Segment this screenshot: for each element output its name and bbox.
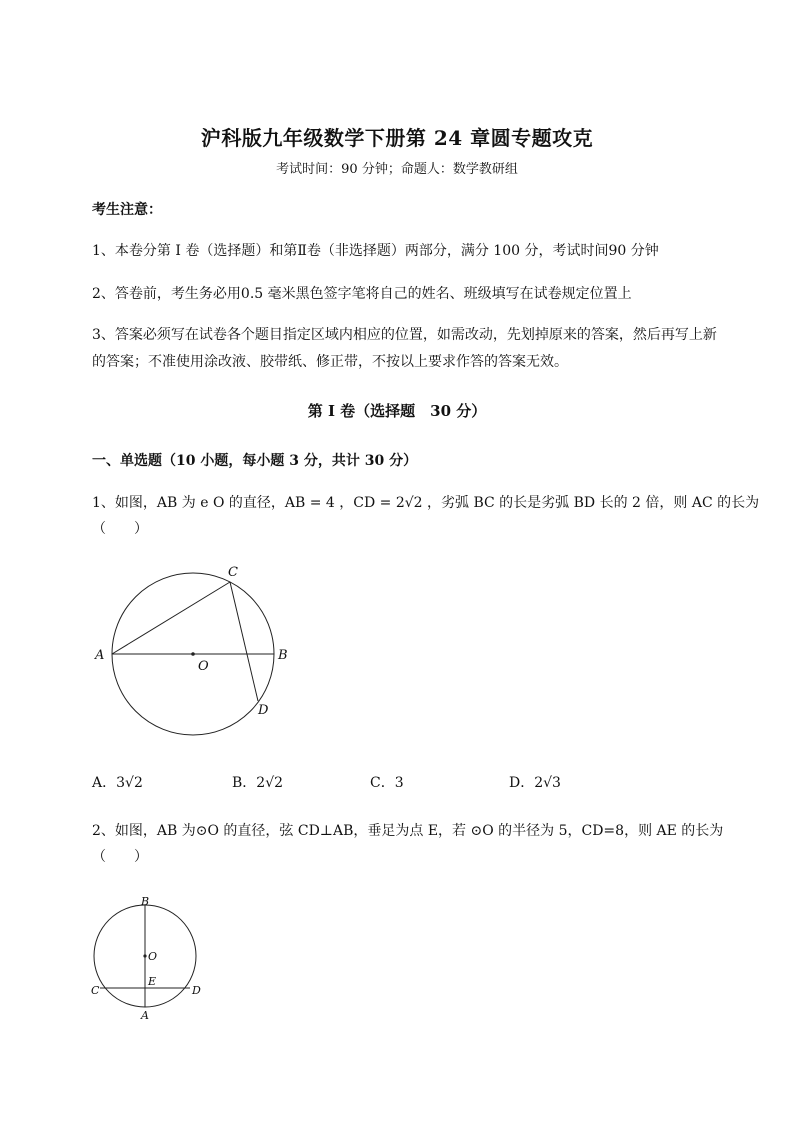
exam-info: 考试时间：90 分钟；命题人：数学教研组 [276, 162, 518, 177]
label-a: A [95, 648, 105, 663]
notice-item-2: 2、答卷前，考生务必用0.5 毫米黑色签字笔将自己的姓名、班级填写在试卷规定位置上 [92, 286, 632, 302]
label-b: B [278, 648, 288, 663]
chord-ac [112, 582, 230, 654]
question-2-figure [86, 893, 206, 1023]
label-a: A [141, 1009, 149, 1022]
label-c: C [91, 984, 100, 997]
option-d: D．2√3 [509, 775, 561, 791]
label-d: D [258, 703, 269, 718]
question-2-blank: （ ） [92, 849, 148, 865]
option-a: A．3√2 [92, 775, 143, 791]
question-2-text: 2、如图，AB 为⊙O 的直径，弦 CD⊥AB，垂足为点 E，若 ⊙O 的半径为 5，CD=8，则 AE 的长为 [92, 823, 724, 839]
label-c: C [228, 565, 238, 580]
label-o: O [148, 950, 158, 963]
option-c: C．3 [370, 775, 404, 791]
section-title: 第 I 卷（选择题 30 分） [307, 402, 487, 420]
label-e: E [148, 975, 157, 988]
question-1-text: 1、如图，AB 为 e O 的直径，AB = 4 ，CD = 2√2 ，劣弧 BC 的长是劣弧 BD 长的 2 倍，则 AC 的长为 [92, 495, 760, 511]
label-d: D [192, 984, 201, 997]
label-b: B [141, 895, 150, 908]
page-title: 沪科版九年级数学下册第 24 章圆专题攻克 [200, 126, 594, 150]
label-o: O [198, 659, 209, 674]
question-1-figure [88, 560, 298, 740]
notice-heading: 考生注意： [92, 202, 162, 218]
notice-item-3-cont: 的答案；不准使用涂改液、胶带纸、修正带，不按以上要求作答的答案无效。 [92, 354, 568, 370]
center-point [191, 652, 195, 656]
notice-item-1: 1、本卷分第 I 卷（选择题）和第Ⅱ卷（非选择题）两部分，满分 100 分，考试时间90 分钟 [92, 243, 659, 259]
notice-item-3: 3、答案必须写在试卷各个题目指定区域内相应的位置，如需改动，先划掉原来的答案，然后再写上新 [92, 327, 717, 343]
part-title: 一、单选题（10 小题，每小题 3 分，共计 30 分） [92, 453, 418, 469]
question-1-blank: （ ） [92, 521, 148, 537]
center-point [143, 954, 146, 957]
option-b: B．2√2 [232, 775, 284, 791]
